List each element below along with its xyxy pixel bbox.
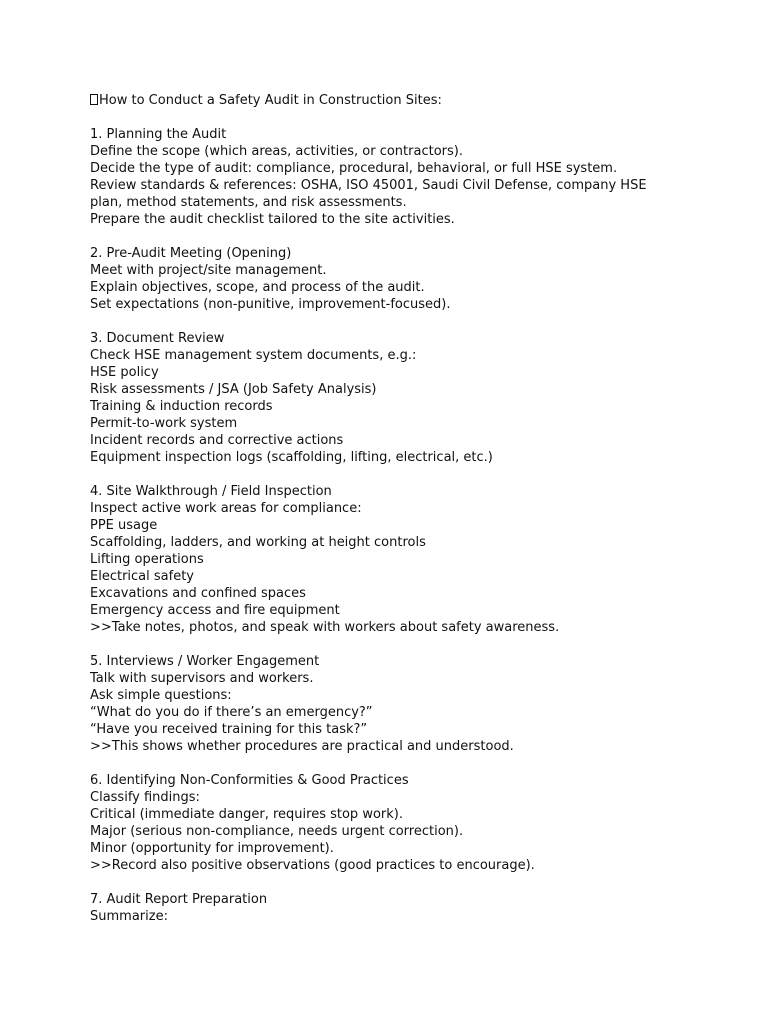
blank-line: [90, 755, 750, 772]
section-line: Equipment inspection logs (scaffolding, lifting, electrical, etc.): [90, 450, 493, 465]
blank-line: [90, 874, 750, 891]
section-line: Check HSE management system documents, e.g.:: [90, 348, 417, 363]
blank-line: [90, 313, 750, 330]
section-heading: 3. Document Review: [90, 331, 225, 346]
section-line: Major (serious non-compliance, needs urgent correction).: [90, 824, 464, 839]
document-body: [90, 109, 750, 925]
missing-glyph-icon: [90, 94, 98, 105]
section-line: “Have you received training for this task?”: [90, 722, 368, 737]
section-line: >>Record also positive observations (good practices to encourage).: [90, 858, 535, 873]
section-6: [90, 772, 750, 874]
section-line: >>This shows whether procedures are practical and understood.: [90, 739, 514, 754]
section-line: Prepare the audit checklist tailored to the site activities.: [90, 212, 455, 227]
section-line: Minor (opportunity for improvement).: [90, 841, 334, 856]
document-title-line: [90, 92, 750, 109]
section-line: Classify findings:: [90, 790, 200, 805]
section-line: Set expectations (non-punitive, improvement-focused).: [90, 297, 451, 312]
section-line: >>Take notes, photos, and speak with workers about safety awareness.: [90, 620, 560, 635]
section-line: Review standards & references: OSHA, ISO 45001, Saudi Civil Defense, company HSE: [90, 178, 647, 193]
section-line: Electrical safety: [90, 569, 194, 584]
section-line: Talk with supervisors and workers.: [90, 671, 314, 686]
section-line: Emergency access and fire equipment: [90, 603, 340, 618]
section-line: Define the scope (which areas, activities, or contractors).: [90, 144, 463, 159]
section-5: [90, 653, 750, 755]
section-heading: 7. Audit Report Preparation: [90, 892, 268, 907]
section-line: Scaffolding, ladders, and working at height controls: [90, 535, 426, 550]
section-line: Ask simple questions:: [90, 688, 232, 703]
blank-line: [90, 466, 750, 483]
blank-line: [90, 636, 750, 653]
section-line: Decide the type of audit: compliance, procedural, behavioral, or full HSE system.: [90, 161, 618, 176]
section-4: [90, 483, 750, 636]
section-line: Explain objectives, scope, and process of the audit.: [90, 280, 425, 295]
blank-line: [90, 228, 750, 245]
section-heading: 4. Site Walkthrough / Field Inspection: [90, 484, 332, 499]
document-page: [90, 92, 750, 925]
document-title: How to Conduct a Safety Audit in Construction Sites:: [99, 93, 442, 108]
section-line: HSE policy: [90, 365, 159, 380]
section-line: Permit-to-work system: [90, 416, 238, 431]
section-1: [90, 126, 750, 228]
section-line: plan, method statements, and risk assessments.: [90, 195, 407, 210]
section-heading: 5. Interviews / Worker Engagement: [90, 654, 320, 669]
section-line: Excavations and confined spaces: [90, 586, 306, 601]
section-line: Inspect active work areas for compliance:: [90, 501, 362, 516]
section-heading: 1. Planning the Audit: [90, 127, 227, 142]
section-line: Risk assessments / JSA (Job Safety Analysis): [90, 382, 377, 397]
section-2: [90, 245, 750, 313]
section-7: [90, 891, 750, 925]
section-line: Incident records and corrective actions: [90, 433, 344, 448]
section-line: Training & induction records: [90, 399, 273, 414]
section-line: “What do you do if there’s an emergency?”: [90, 705, 373, 720]
section-line: Meet with project/site management.: [90, 263, 327, 278]
section-heading: 6. Identifying Non-Conformities & Good Practices: [90, 773, 409, 788]
section-line: Critical (immediate danger, requires stop work).: [90, 807, 403, 822]
section-line: Summarize:: [90, 909, 168, 924]
section-line: PPE usage: [90, 518, 158, 533]
section-heading: 2. Pre-Audit Meeting (Opening): [90, 246, 292, 261]
blank-line: [90, 109, 750, 126]
section-3: [90, 330, 750, 466]
section-line: Lifting operations: [90, 552, 204, 567]
